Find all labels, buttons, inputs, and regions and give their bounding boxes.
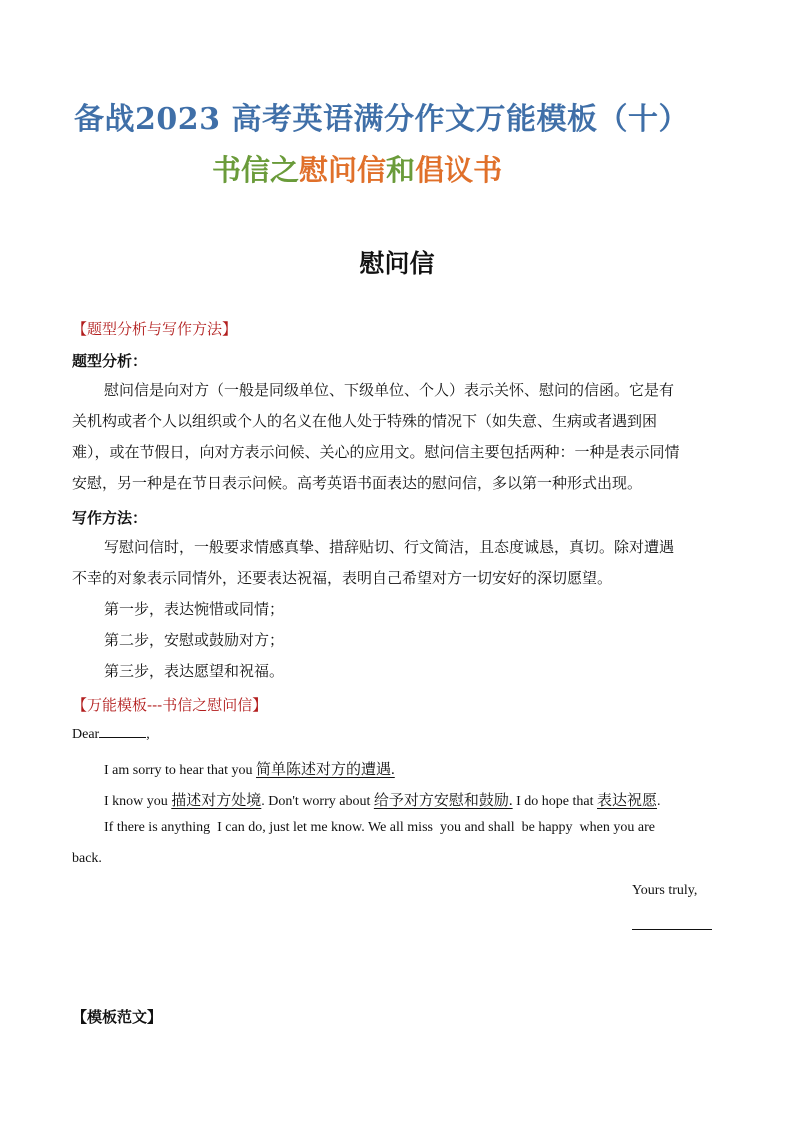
letter-line-2-end: .	[657, 794, 661, 809]
letter-line-1	[104, 758, 395, 779]
page-subtitle	[212, 148, 502, 189]
page-title: 备战2023 高考英语满分作文万能模板（十）	[74, 102, 689, 137]
subtitle-part-3: 慰问信	[299, 153, 387, 187]
type-analysis-label: 题型分析：	[72, 352, 148, 370]
subtitle-part-1: 书信	[212, 153, 271, 187]
section-heading: 慰问信	[359, 249, 435, 278]
sample-bracket-label: 【模板范文】	[72, 1008, 163, 1026]
salutation-word: Dear	[72, 727, 100, 742]
letter-salutation	[72, 727, 150, 743]
subtitle-part-2: 之	[270, 153, 300, 187]
subtitle-part-4: 和	[386, 153, 416, 187]
letter-line-1-text: I am sorry to hear that you	[104, 763, 257, 778]
letter-line-2-fill-3: 表达祝愿	[597, 793, 658, 809]
letter-line-2-pre: I know you	[104, 794, 172, 809]
signature-blank	[632, 929, 712, 930]
analysis-bracket-label: 【题型分析与写作方法】	[72, 320, 238, 338]
salutation-comma: ,	[146, 727, 150, 742]
letter-line-2-fill-2: 给予对方安慰和鼓励.	[373, 793, 513, 809]
letter-line-2	[104, 789, 661, 810]
step-1: 第一步，表达惋惜或同情；	[104, 600, 285, 618]
letter-line-2-mid: . Don't worry about	[261, 794, 374, 809]
type-text-line-2: 关机构或者个人以组织或个人的名义在他人处于特殊的情况下（如失意、生病或者遇到困	[72, 412, 658, 430]
type-text-line-1: 慰问信是向对方（一般是同级单位、下级单位、个人）表示关怀、慰问的信函。它是有	[104, 381, 675, 399]
letter-closing: Yours truly,	[632, 883, 698, 898]
letter-line-1-fill: 简单陈述对方的遭遇.	[256, 762, 395, 778]
method-text-line-1: 写慰问信时，一般要求情感真挚、措辞贴切、行文简洁，且态度诚恳，真切。除对遭遇	[104, 538, 675, 556]
writing-method-label: 写作方法：	[72, 509, 148, 527]
recipient-blank	[99, 737, 146, 738]
letter-line-3-cont: back.	[72, 851, 102, 866]
type-text-line-3: 难），或在节假日，向对方表示问候、关心的应用文。慰问信主要包括两种：一种是表示同情	[72, 443, 680, 461]
letter-line-3: If there is anything I can do, just let me know. We all miss you and shall be happy when you are	[104, 820, 655, 835]
template-bracket-label: 【万能模板---书信之慰问信】	[72, 696, 268, 714]
step-3: 第三步，表达愿望和祝福。	[104, 662, 285, 680]
subtitle-part-5: 倡议书	[415, 153, 503, 187]
letter-line-2-mid-2: I do hope that	[512, 794, 597, 809]
type-text-line-4: 安慰，另一种是在节日表示问候。高考英语书面表达的慰问信，多以第一种形式出现。	[72, 474, 643, 492]
letter-line-2-fill-1: 描述对方处境	[171, 793, 262, 809]
step-2: 第二步，安慰或鼓励对方；	[104, 631, 285, 649]
method-text-line-2: 不幸的对象表示同情外，还要表达祝福，表明自己希望对方一切安好的深切愿望。	[72, 569, 613, 587]
